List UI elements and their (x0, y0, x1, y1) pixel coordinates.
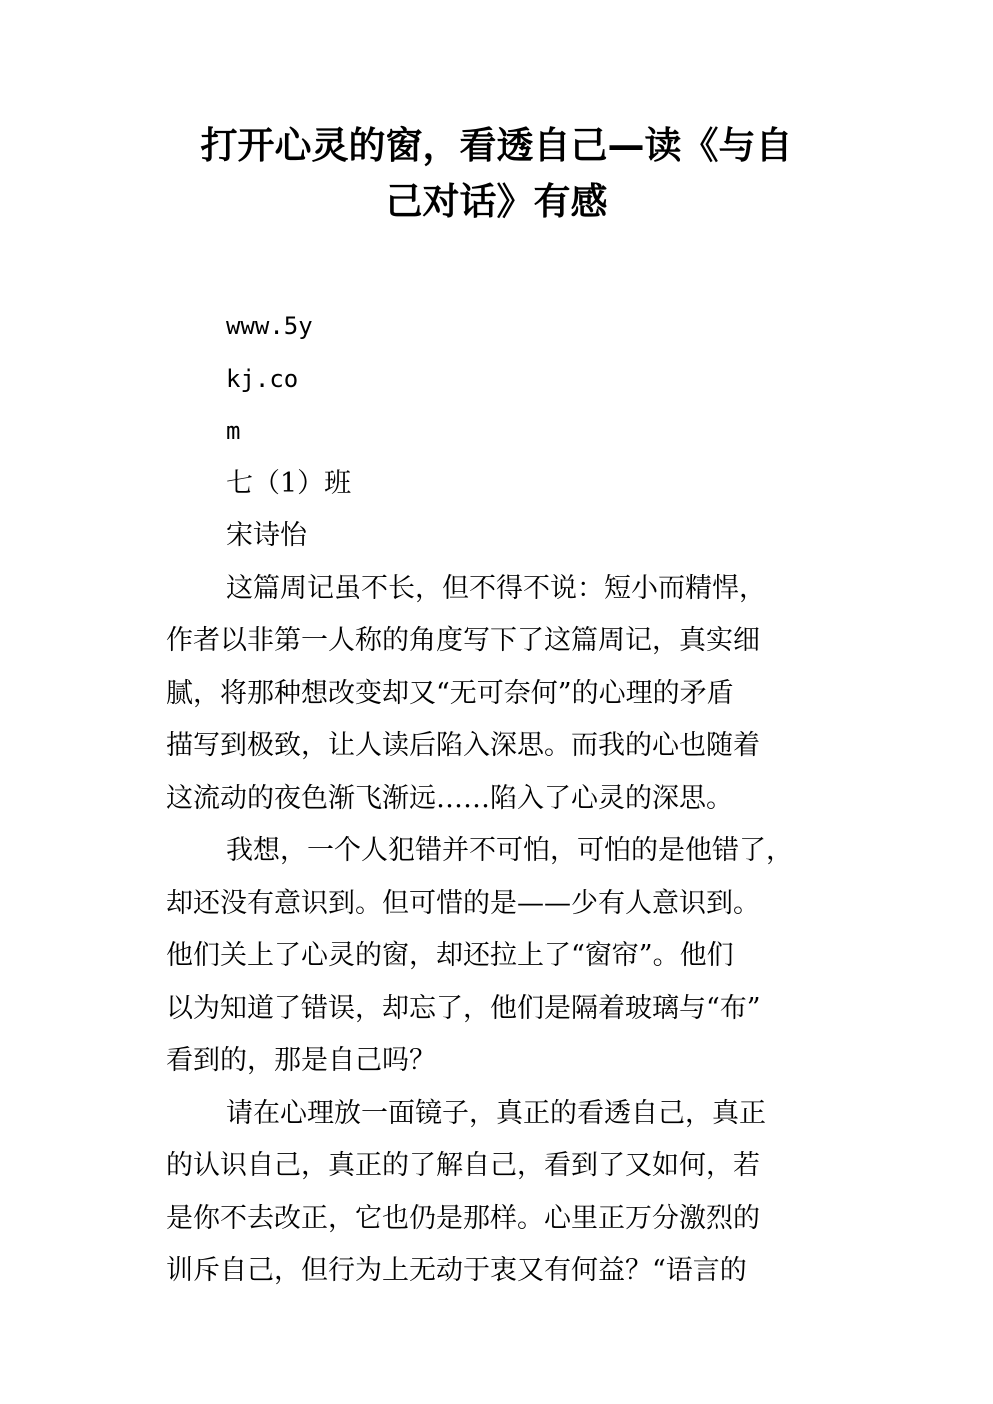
paragraph-line: 这流动的夜色渐飞渐远……陷入了心灵的深思。 (166, 782, 733, 814)
title-line: 己对话》有感 (385, 180, 608, 223)
document-title (120, 118, 873, 230)
paragraph-line: 这篇周记虽不长，但不得不说：短小而精悍， (226, 572, 766, 604)
paragraph-line: 作者以非第一人称的角度写下了这篇周记，真实细 (166, 625, 760, 656)
paragraph-line: 却还没有意识到。但可惜的是——少有人意识到。 (166, 887, 760, 919)
paragraph-3 (166, 1088, 846, 1298)
paragraph-line: 请在心理放一面镜子，真正的看透自己，真正 (226, 1097, 766, 1129)
paragraph-line: 我想，一个人犯错并不可怕，可怕的是他错了， (226, 835, 793, 866)
source-line: m (226, 417, 241, 445)
paragraph-line: 看到的，那是自己吗？ (166, 1045, 436, 1076)
paragraph-line: 他们关上了心灵的窗，却还拉上了“窗帘”。他们 (166, 940, 734, 971)
paragraph-line: 以为知道了错误，却忘了，他们是隔着玻璃与“布” (166, 992, 761, 1024)
source-line: kj.co (226, 364, 299, 393)
paragraph-line: 是你不去改正，它也仍是那样。心里正万分激烈的 (166, 1202, 760, 1234)
paragraph-line: 腻，将那种想改变却又“无可奈何”的心理的矛盾 (166, 677, 734, 709)
paragraph-line: 训斥自己，但行为上无动于衷又有何益？“语言的 (166, 1255, 747, 1286)
paragraph-line: 的认识自己，真正的了解自己，看到了又如何，若 (166, 1150, 760, 1181)
source-line: www.5y (226, 312, 313, 340)
author-name: 宋诗怡 (226, 520, 307, 551)
title-line: 打开心灵的窗，看透自己—读《与自 (200, 124, 793, 167)
class-name: 七（1）班 (226, 467, 352, 499)
paragraph-2 (166, 825, 846, 1088)
document-body (166, 300, 846, 1298)
paragraph-1 (166, 563, 846, 826)
paragraph-line: 描写到极致，让人读后陷入深思。而我的心也随着 (166, 730, 760, 761)
